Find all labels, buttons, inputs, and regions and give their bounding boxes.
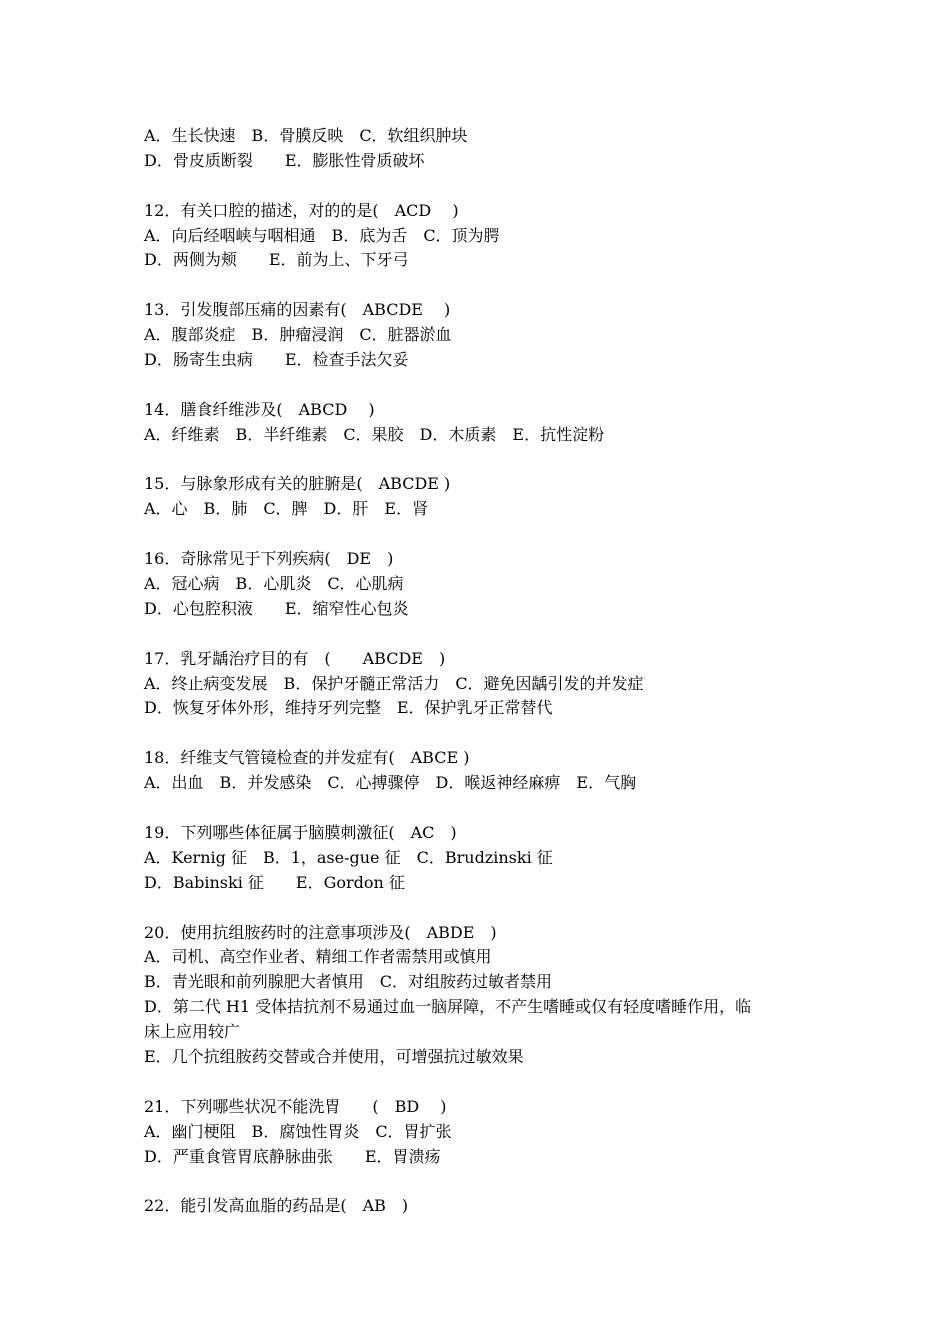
text-line: A．向后经咽峡与咽相通 B．底为舌 C．顶为腭 <box>144 225 500 245</box>
question-14: 14．膳食纤维涉及( ABCD ) <box>144 399 375 419</box>
text-line: D．心包腔积液 E．缩窄性心包炎 <box>144 598 409 618</box>
blank-line <box>144 373 814 398</box>
text-line: B．青光眼和前列腺肥大者慎用 C．对组胺药过敏者禁用 <box>144 972 553 992</box>
text-line: A．司机、高空作业者、精细工作者需禁用或慎用 <box>144 947 492 967</box>
text-line: A．Kernig 征 B．1，ase-gue 征 C．Brudzinski 征 <box>144 847 553 867</box>
blank-line <box>144 448 814 473</box>
question-20: 20．使用抗组胺药时的注意事项涉及( ABDE ) <box>144 922 497 942</box>
blank-line <box>144 273 814 298</box>
blank-line <box>144 896 814 921</box>
text-line: A．冠心病 B．心肌炎 C．心肌病 <box>144 574 404 594</box>
question-21: 21．下列哪些状况不能洗胃 ( BD ) <box>144 1096 447 1116</box>
question-16: 16．奇脉常见于下列疾病( DE ) <box>144 549 394 569</box>
text-line: D．两侧为颊 E．前为上、下牙弓 <box>144 250 409 270</box>
blank-line <box>144 1070 814 1095</box>
text-line: A．幽门梗阻 B．腐蚀性胃炎 C．胃扩张 <box>144 1121 452 1141</box>
blank-line <box>144 522 814 547</box>
text-line: A．心 B．肺 C．脾 D．肝 E．肾 <box>144 499 429 519</box>
document-page <box>144 124 814 1219</box>
text-line: A．终止病变发展 B．保护牙髓正常活力 C．避免因龋引发的并发症 <box>144 673 644 693</box>
question-22: 22．能引发高血脂的药品是( AB ) <box>144 1196 409 1216</box>
text-line: A．生长快速 B．骨膜反映 C．软组织肿块 <box>144 126 468 145</box>
blank-line <box>144 796 814 821</box>
text-line: E．几个抗组胺药交替或合并使用，可增强抗过敏效果 <box>144 1046 524 1066</box>
blank-line <box>144 1169 814 1194</box>
text-line: D．恢复牙体外形，维持牙列完整 E．保护乳牙正常替代 <box>144 698 553 718</box>
question-17: 17．乳牙龋治疗目的有 ( ABCDE ) <box>144 648 446 668</box>
text-line: D．Babinski 征 E．Gordon 征 <box>144 872 405 892</box>
text-line: D．肠寄生虫病 E．检查手法欠妥 <box>144 350 409 370</box>
text-line: D．骨皮质断裂 E．膨胀性骨质破坏 <box>144 150 425 170</box>
question-12: 12．有关口腔的描述，对的的是( ACD ) <box>144 200 459 220</box>
blank-line <box>144 721 814 746</box>
question-18: 18．纤维支气管镜检查的并发症有( ABCE ) <box>144 748 470 768</box>
text-line: 床上应用较广 <box>144 1022 241 1042</box>
text-line: A．出血 B．并发感染 C．心搏骤停 D．喉返神经麻痹 E．气胸 <box>144 773 637 793</box>
blank-line <box>144 622 814 647</box>
blank-line <box>144 174 814 199</box>
question-15: 15．与脉象形成有关的脏腑是( ABCDE ) <box>144 474 451 494</box>
question-19: 19．下列哪些体征属于脑膜刺激征( AC ) <box>144 822 457 842</box>
question-13: 13．引发腹部压痛的因素有( ABCDE ) <box>144 300 451 320</box>
text-line: D．严重食管胃底静脉曲张 E．胃溃疡 <box>144 1146 441 1166</box>
text-line: A．纤维素 B．半纤维素 C．果胶 D．木质素 E．抗性淀粉 <box>144 424 605 444</box>
text-line: A．腹部炎症 B．肿瘤浸润 C．脏器淤血 <box>144 325 452 345</box>
text-line: D．第二代 H1 受体拮抗剂不易通过血一脑屏障，不产生嗜睡或仅有轻度嗜睡作用，临 <box>144 997 752 1017</box>
